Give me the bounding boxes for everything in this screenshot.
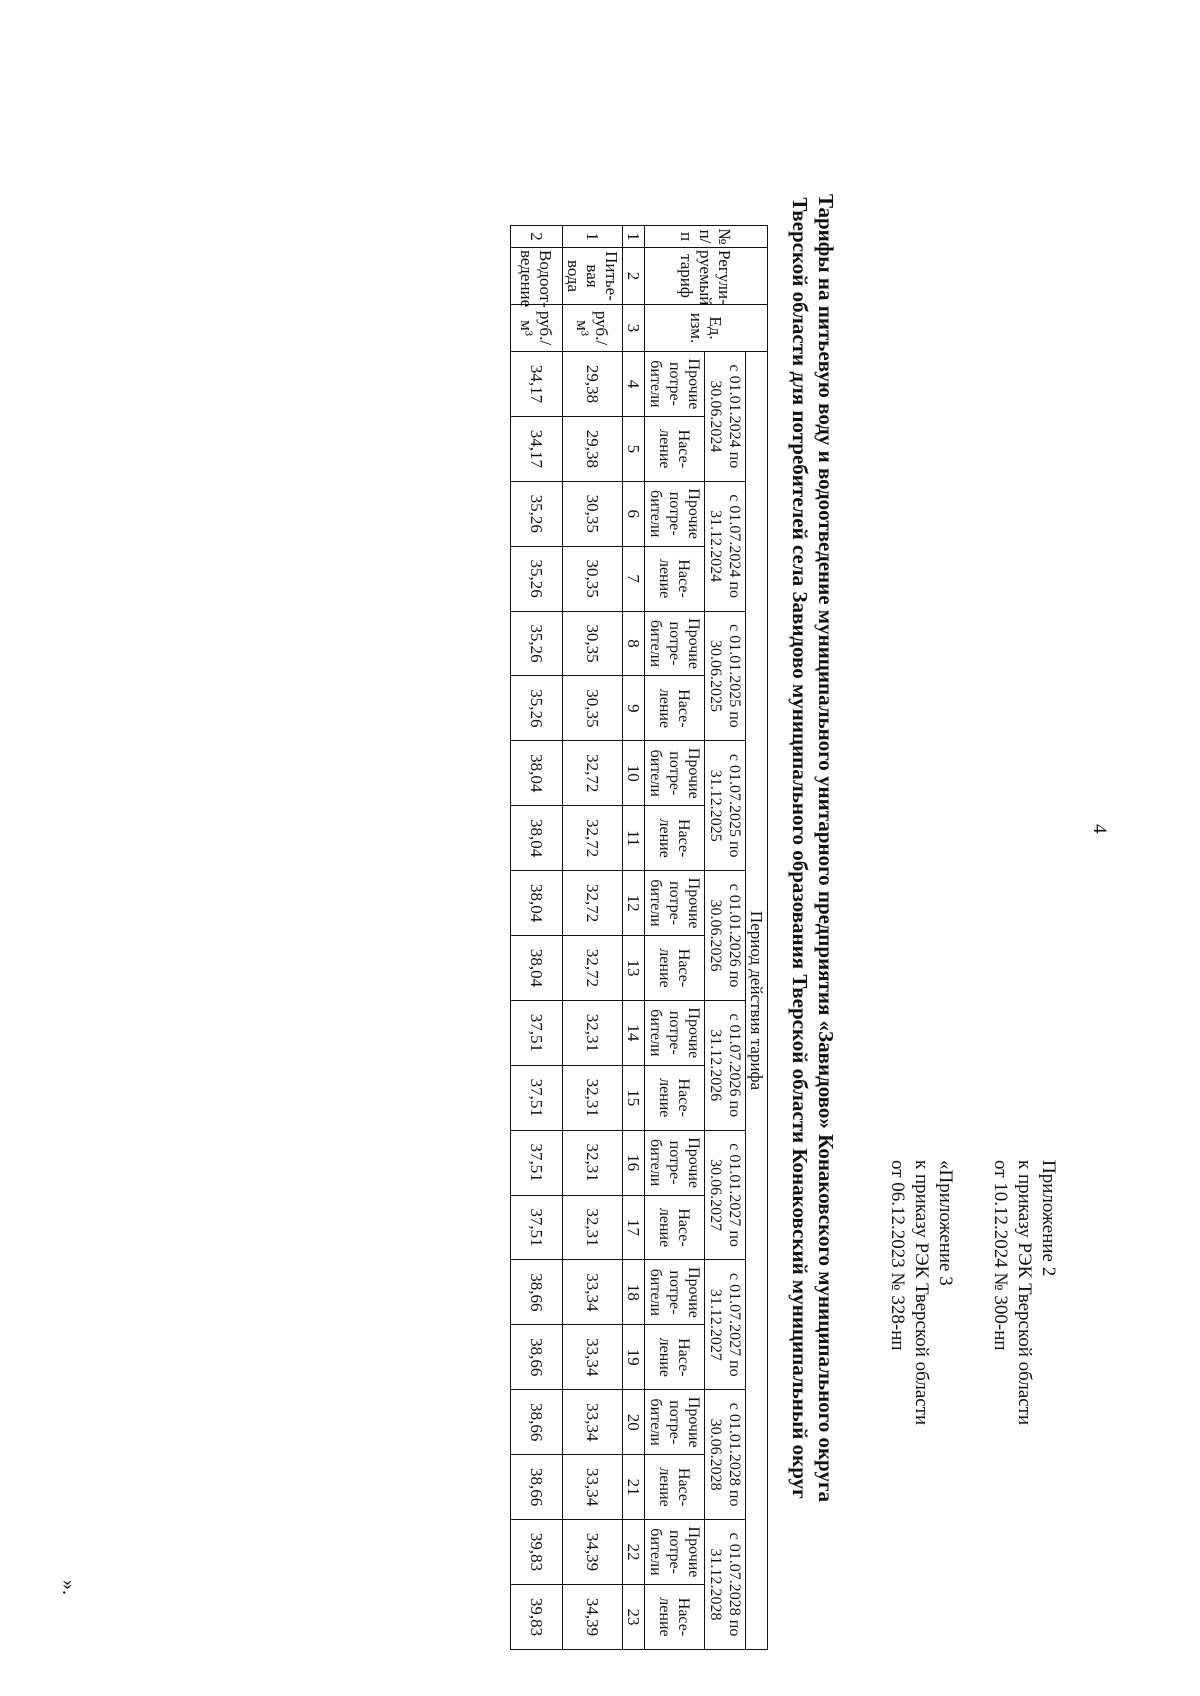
period-header: с 01.07.2027 по 31.12.2027 <box>705 1260 746 1390</box>
header-period-group: Период действия тарифа <box>746 352 768 1650</box>
period-header: с 01.07.2025 по 31.12.2025 <box>705 741 746 871</box>
header-row-1 <box>746 226 768 1650</box>
consumer-other-header: Прочие потре-бители <box>645 611 705 676</box>
document-title-line-2: Тверской области для потребителей села Завидово муниципального образования Тверской области Конаковский муниципальный округ <box>788 197 812 1499</box>
consumer-other-header: Прочие потре-бители <box>645 1520 705 1585</box>
appendix-prior-line-1: «Приложение 3 <box>935 1160 956 1286</box>
column-number: 22 <box>623 1520 645 1585</box>
column-number: 8 <box>623 611 645 676</box>
header-unit: Ед. изм. <box>645 305 768 352</box>
column-number: 13 <box>623 936 645 1001</box>
period-header: с 01.01.2024 по 30.06.2024 <box>705 352 746 482</box>
column-number: 18 <box>623 1260 645 1325</box>
period-header: с 01.01.2027 по 30.06.2027 <box>705 1130 746 1260</box>
tariff-value-cell: 35,26 <box>511 676 563 741</box>
consumer-population-header: Насе-ление <box>645 806 705 871</box>
tariff-value-cell: 32,72 <box>563 741 623 806</box>
consumer-population-header: Насе-ление <box>645 546 705 611</box>
appendix-current-line-2: к приказу РЭК Тверской области <box>1014 1160 1035 1426</box>
consumer-other-header: Прочие потре-бители <box>645 871 705 936</box>
tariff-value-cell: 38,66 <box>511 1325 563 1390</box>
appendix-prior-line-3: от 06.12.2023 № 328-нп <box>887 1160 908 1351</box>
header-row-periods <box>705 226 746 1650</box>
tariff-value-cell: 32,72 <box>563 936 623 1001</box>
column-number: 19 <box>623 1325 645 1390</box>
period-header: с 01.07.2028 по 31.12.2028 <box>705 1520 746 1650</box>
tariff-value-cell: 38,66 <box>511 1455 563 1520</box>
column-number: 15 <box>623 1065 645 1130</box>
consumer-other-header: Прочие потре-бители <box>645 1260 705 1325</box>
tariff-value-cell: 38,04 <box>511 936 563 1001</box>
column-number: 11 <box>623 806 645 871</box>
row-num: 2 <box>511 226 563 248</box>
column-number: 16 <box>623 1130 645 1195</box>
tariff-value-cell: 35,26 <box>511 611 563 676</box>
consumer-population-header: Насе-ление <box>645 676 705 741</box>
header-row-consumers <box>645 226 705 1650</box>
column-number: 3 <box>623 305 645 352</box>
consumer-other-header: Прочие потре-бители <box>645 1130 705 1195</box>
tariff-value-cell: 32,31 <box>563 1195 623 1260</box>
period-header: с 01.01.2025 по 30.06.2025 <box>705 611 746 741</box>
appendix-current-line-3: от 10.12.2024 № 300-нп <box>990 1160 1011 1351</box>
consumer-population-header: Насе-ление <box>645 1325 705 1390</box>
consumer-population-header: Насе-ление <box>645 1584 705 1649</box>
column-number: 12 <box>623 871 645 936</box>
column-number: 17 <box>623 1195 645 1260</box>
tariff-value-cell: 30,35 <box>563 481 623 546</box>
tariff-value-cell: 32,72 <box>563 871 623 936</box>
column-number: 7 <box>623 546 645 611</box>
tariff-value-cell: 30,35 <box>563 546 623 611</box>
tariff-value-cell: 37,51 <box>511 1000 563 1065</box>
row-tariff-name: Водоот-ведение <box>511 248 563 305</box>
column-number: 6 <box>623 481 645 546</box>
header-num: № п/п <box>645 226 768 248</box>
column-number: 4 <box>623 352 645 417</box>
tariff-value-cell: 38,04 <box>511 871 563 936</box>
tariff-value-cell: 39,83 <box>511 1520 563 1585</box>
tariff-value-cell: 32,31 <box>563 1130 623 1195</box>
tariff-value-cell: 37,51 <box>511 1065 563 1130</box>
tariff-value-cell: 38,04 <box>511 741 563 806</box>
tariff-value-cell: 37,51 <box>511 1195 563 1260</box>
consumer-population-header: Насе-ление <box>645 1455 705 1520</box>
row-unit: руб./м³ <box>563 305 623 352</box>
column-number: 23 <box>623 1584 645 1649</box>
tariff-value-cell: 34,17 <box>511 352 563 417</box>
tariff-value-cell: 33,34 <box>563 1455 623 1520</box>
column-number: 10 <box>623 741 645 806</box>
tariff-value-cell: 33,34 <box>563 1325 623 1390</box>
consumer-other-header: Прочие потре-бители <box>645 1390 705 1455</box>
tariff-value-cell: 34,39 <box>563 1520 623 1585</box>
row-unit: руб./м³ <box>511 305 563 352</box>
period-header: с 01.01.2028 по 30.06.2028 <box>705 1390 746 1520</box>
page-number: 4 <box>1089 824 1110 834</box>
column-number: 21 <box>623 1455 645 1520</box>
appendix-current-block <box>988 1160 1060 1425</box>
tariff-value-cell: 29,38 <box>563 352 623 417</box>
tariff-value-cell: 32,31 <box>563 1000 623 1065</box>
column-number: 14 <box>623 1000 645 1065</box>
appendix-prior-line-2: к приказу РЭК Тверской области <box>911 1160 932 1426</box>
tariff-value-cell: 34,39 <box>563 1584 623 1649</box>
tariff-table <box>510 225 768 1650</box>
table-row <box>563 226 623 1650</box>
consumer-other-header: Прочие потре-бители <box>645 1000 705 1065</box>
tariff-value-cell: 38,66 <box>511 1260 563 1325</box>
consumer-population-header: Насе-ление <box>645 936 705 1001</box>
appendix-current-line-1: Приложение 2 <box>1038 1160 1059 1277</box>
period-header: с 01.01.2026 по 30.06.2026 <box>705 871 746 1001</box>
consumer-other-header: Прочие потре-бители <box>645 741 705 806</box>
table-row <box>511 226 563 1650</box>
tariff-value-cell: 32,72 <box>563 806 623 871</box>
consumer-other-header: Прочие потре-бители <box>645 352 705 417</box>
tariff-value-cell: 33,34 <box>563 1260 623 1325</box>
row-num: 1 <box>563 226 623 248</box>
column-number: 9 <box>623 676 645 741</box>
header-tariff: Регули-руемый тариф <box>645 248 768 305</box>
tariff-value-cell: 39,83 <box>511 1584 563 1649</box>
consumer-population-header: Насе-ление <box>645 416 705 481</box>
tariff-value-cell: 38,04 <box>511 806 563 871</box>
appendix-prior-block <box>885 1160 957 1425</box>
period-header: с 01.07.2024 по 31.12.2024 <box>705 481 746 611</box>
tariff-value-cell: 29,38 <box>563 416 623 481</box>
tariff-value-cell: 34,17 <box>511 416 563 481</box>
period-header: с 01.07.2026 по 31.12.2026 <box>705 1000 746 1130</box>
column-numbers-row <box>623 226 645 1650</box>
column-number: 20 <box>623 1390 645 1455</box>
consumer-population-header: Насе-ление <box>645 1065 705 1130</box>
closing-quote-mark: ». <box>58 1580 80 1595</box>
tariff-value-cell: 35,26 <box>511 546 563 611</box>
tariff-value-cell: 38,66 <box>511 1390 563 1455</box>
tariff-value-cell: 33,34 <box>563 1390 623 1455</box>
column-number: 1 <box>623 226 645 248</box>
tariff-value-cell: 30,35 <box>563 611 623 676</box>
tariff-value-cell: 37,51 <box>511 1130 563 1195</box>
row-tariff-name: Питье-вая вода <box>563 248 623 305</box>
document-title-line-1: Тарифы на питьевую воду и водоотведение муниципального унитарного предприятия «Завидово» Конаковского муниципального округа <box>814 193 838 1502</box>
tariff-value-cell: 35,26 <box>511 481 563 546</box>
column-number: 2 <box>623 248 645 305</box>
tariff-value-cell: 32,31 <box>563 1065 623 1130</box>
column-number: 5 <box>623 416 645 481</box>
tariff-value-cell: 30,35 <box>563 676 623 741</box>
consumer-other-header: Прочие потре-бители <box>645 481 705 546</box>
consumer-population-header: Насе-ление <box>645 1195 705 1260</box>
